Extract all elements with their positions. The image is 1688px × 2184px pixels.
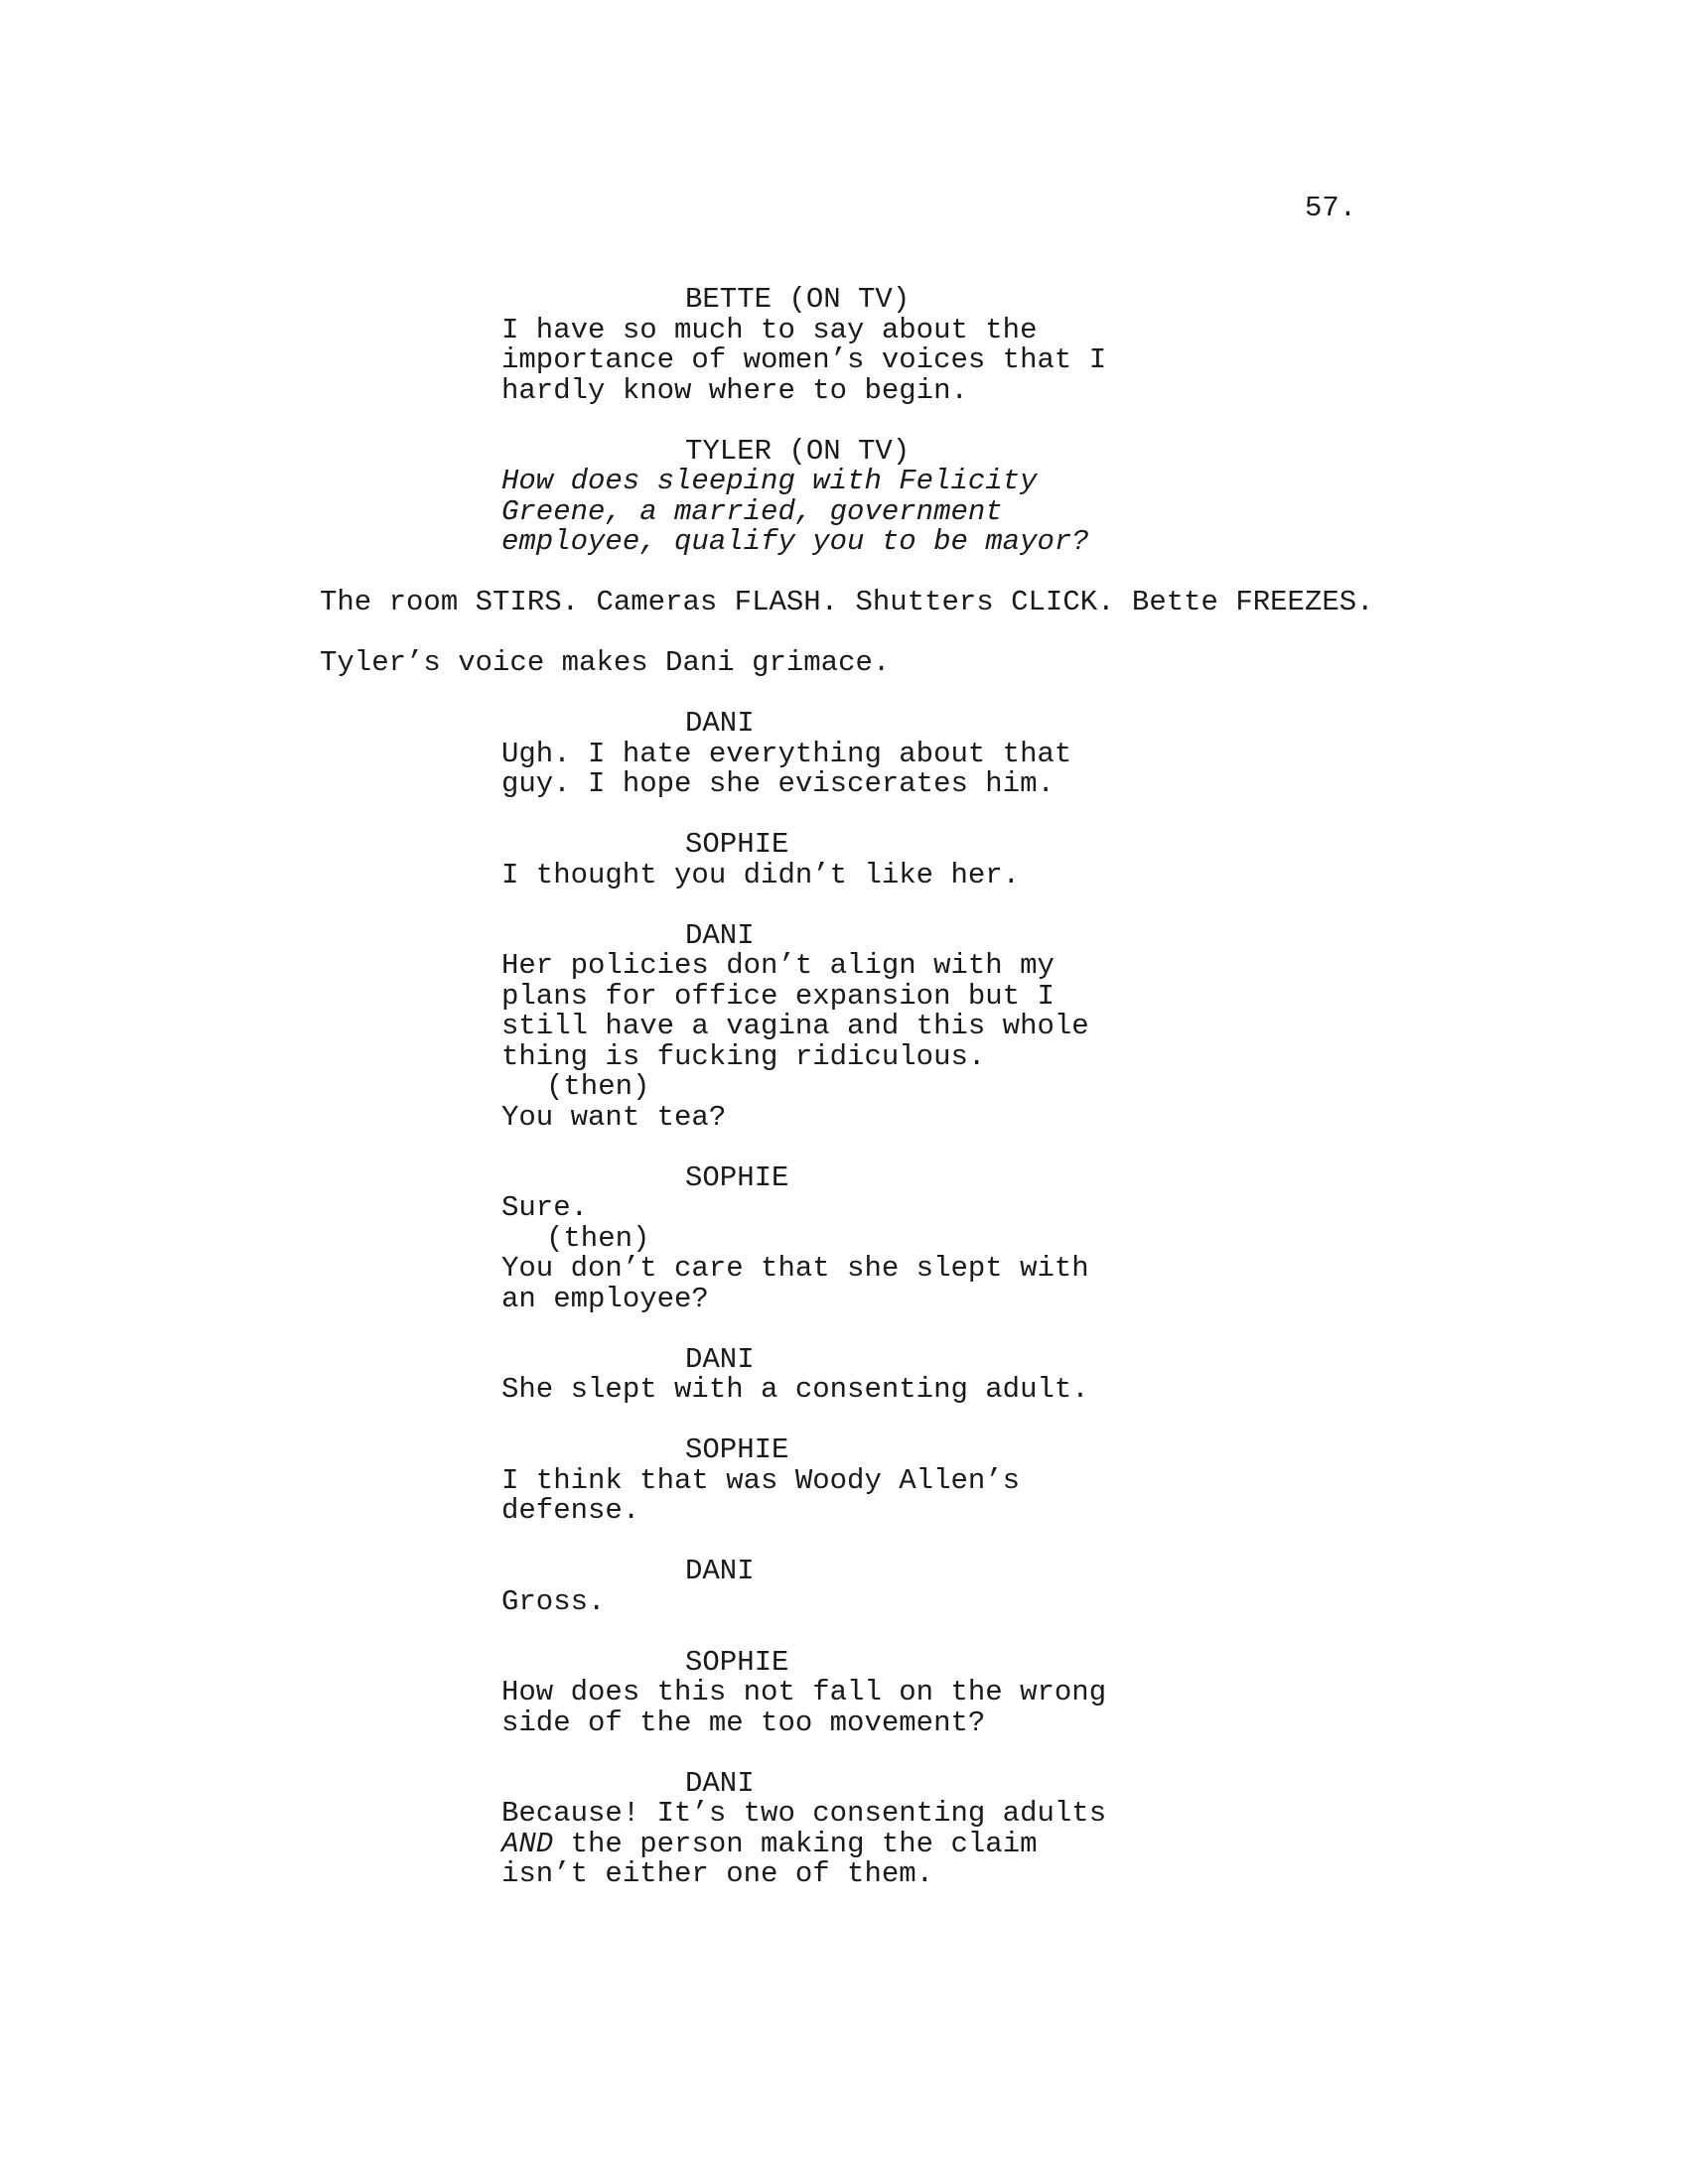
character-name: BETTE (ON TV) [685,283,911,316]
dialogue-line: How does sleeping with Felicity [501,465,1038,497]
dialogue-line: side of the me too movement? [501,1706,986,1739]
dialogue [501,1100,1187,1134]
dialogue [501,737,1187,800]
dialogue-line: still have a vagina and this whole [501,1010,1089,1042]
character-name: SOPHIE [685,1433,789,1466]
dialogue-line: How does this not fall on the wrong [501,1676,1107,1708]
character-name: DANI [685,707,755,740]
character-name: DANI [685,1766,755,1800]
dialogue [501,1678,1187,1738]
dialogue [501,313,1187,407]
dialogue [501,1375,1187,1406]
dialogue [501,1799,1187,1890]
parenthetical: (then) [546,1221,650,1255]
action-line: The room STIRS. Cameras FLASH. Shutters CLICK. Bette FREEZES. [320,586,1374,618]
dialogue-line: guy. I hope she eviscerates him. [501,767,1055,800]
script-body [0,285,1688,1890]
page-number: 57. [1305,192,1357,224]
dialogue-line: She slept with a consenting adult. [501,1373,1089,1406]
dialogue [501,467,1187,558]
dialogue-line: Gross. [501,1584,606,1618]
dialogue [501,1584,1187,1618]
dialogue-line: Because! It’s two consenting adults [501,1797,1107,1830]
dialogue-line: importance of women’s voices that I [501,343,1107,376]
dialogue-line: an employee? [501,1282,709,1315]
dialogue [501,1254,1187,1314]
character-name: SOPHIE [685,1160,789,1194]
character-name: TYLER (ON TV) [685,434,911,468]
dialogue-line: defense. [501,1494,640,1527]
dialogue-line: I have so much to say about the [501,313,1038,346]
action-line: Tyler’s voice makes Dani grimace. [320,646,891,679]
dialogue [501,858,1187,891]
dialogue-line: isn’t either one of them. [501,1857,934,1890]
dialogue [501,1463,1187,1527]
character-name: DANI [685,918,755,952]
dialogue-line: Sure. [501,1191,589,1224]
dialogue [501,1193,1187,1224]
dialogue-line: the person making the claim [553,1827,1038,1860]
parenthetical: (then) [546,1070,650,1103]
character-name: DANI [685,1342,755,1376]
dialogue-emphasis: AND [501,1827,554,1860]
dialogue-line: thing is fucking ridiculous. [501,1039,986,1073]
dialogue-line: Ugh. I hate everything about that [501,737,1072,770]
dialogue-line: You want tea? [501,1100,727,1134]
dialogue-line: hardly know where to begin. [501,373,968,407]
dialogue-line: I thought you didn’t like her. [501,858,1021,891]
dialogue-line: plans for office expansion but I [501,979,1055,1013]
dialogue-line: Greene, a married, government [501,494,1003,528]
dialogue-line: I think that was Woody Allen’s [501,1463,1021,1497]
character-name: SOPHIE [685,1645,789,1679]
dialogue-line: You don’t care that she slept with [501,1252,1089,1285]
character-name: DANI [685,1555,755,1587]
dialogue-line: employee, qualify you to be mayor? [501,525,1089,558]
dialogue-line: Her policies don’t align with my [501,949,1055,982]
character-name: SOPHIE [685,828,789,861]
dialogue [501,951,1187,1072]
